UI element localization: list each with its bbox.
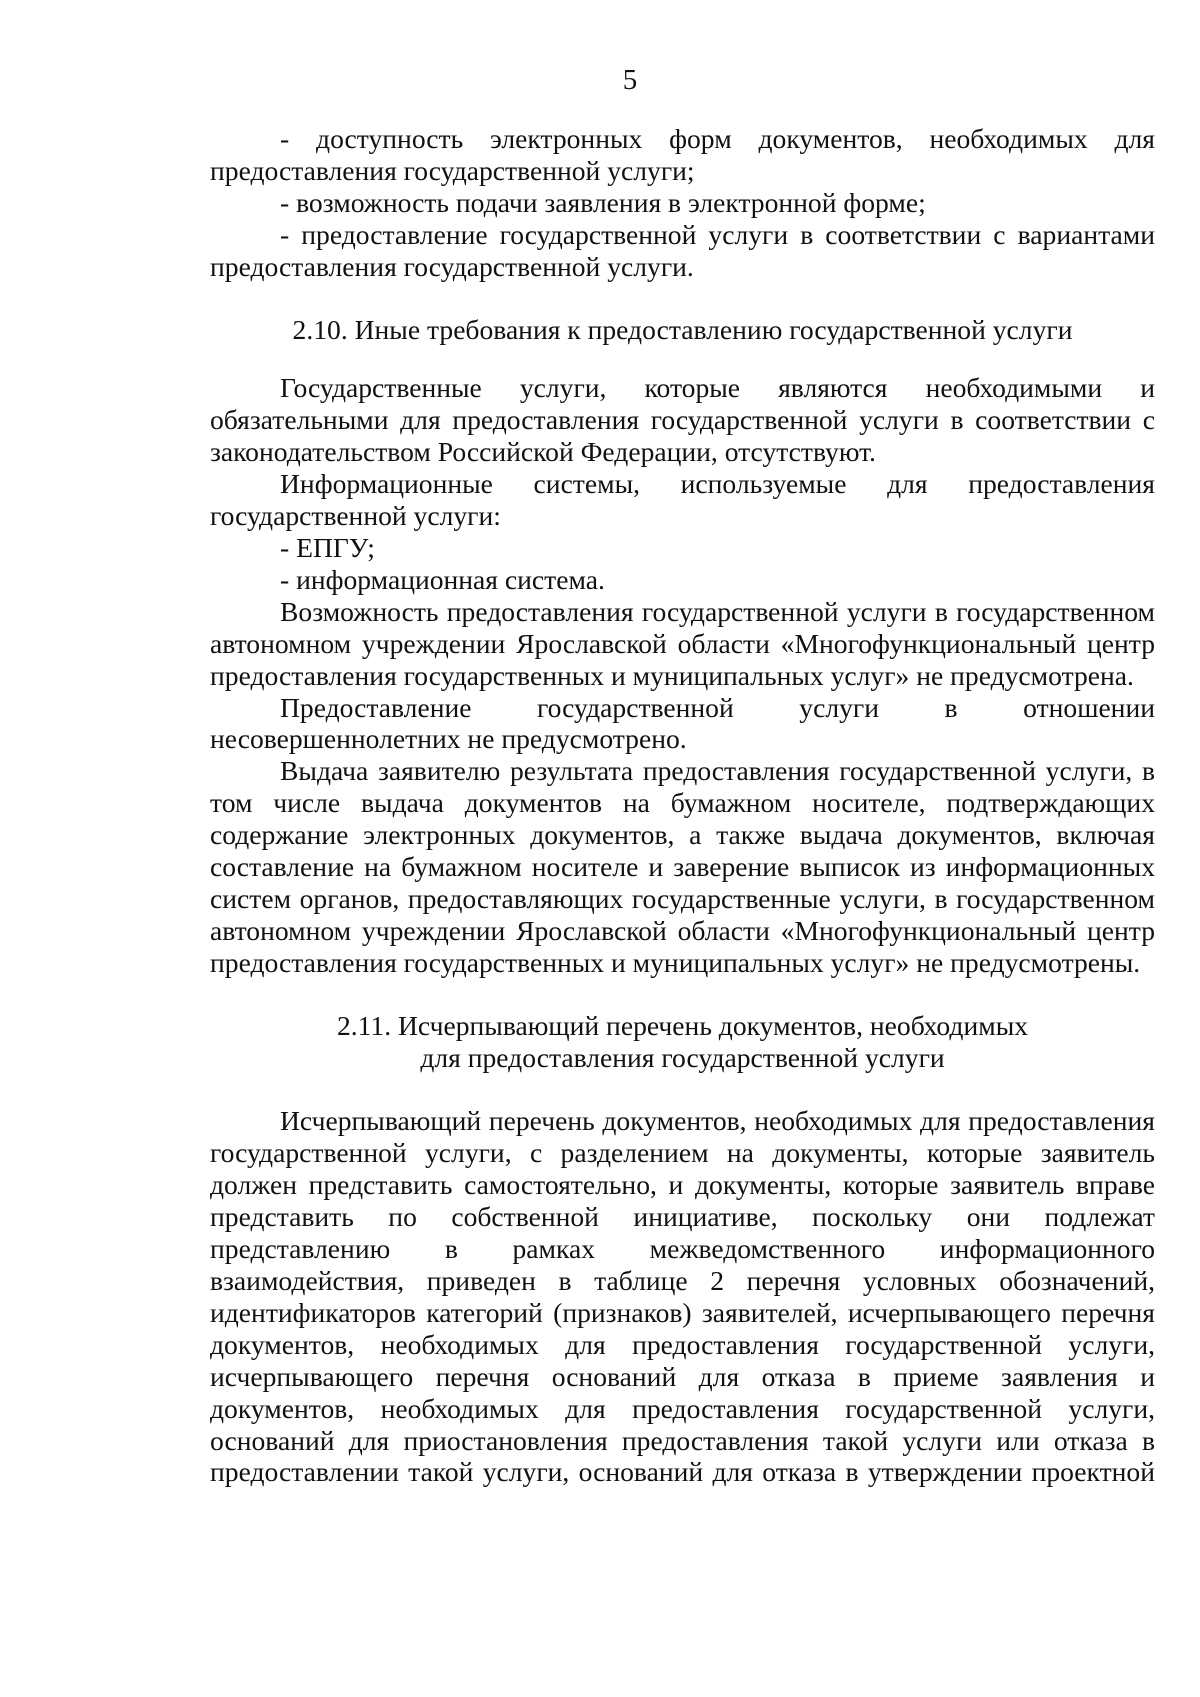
paragraph: Предоставление государственной услуги в отношении несовершеннолетних не предусмотрено.: [210, 691, 1155, 755]
section-heading-line: для предоставления государственной услуги: [420, 1041, 945, 1073]
section-heading-2-10: 2.10. Иные требования к предоставлению государственной услуги: [292, 313, 1073, 345]
list-item: - информационная система.: [280, 563, 605, 595]
paragraph: Исчерпывающий перечень документов, необходимых для предоставления государственной услуги, с разделением на документы, которые заявитель должен представить самостоятельно, и документы, которые заявитель вправе представить по собственной инициативе, поскольку они подлежат представлению в рамках межведомственного информационного взаимодействия, приведен в таблице 2 перечня условных обозначений, идентификаторов категорий (признаков) заявителей, исчерпывающего перечня документов, необходимых для предоставления государственной услуги, исчерпывающего перечня оснований для отказа в приеме заявления и документов, необходимых для предоставления государственной услуги, оснований для приостановления предоставления такой услуги или отказа в предоставлении такой услуги, оснований для отказа в утверждении проектной: [210, 1105, 1155, 1488]
paragraph: - предоставление государственной услуги в соответствии с вариантами предоставления государственной услуги.: [210, 218, 1155, 282]
paragraph: Информационные системы, используемые для предоставления государственной услуги:: [210, 468, 1155, 532]
document-body: [210, 123, 1155, 1488]
paragraph: Возможность предоставления государственной услуги в государственном автономном учреждении Ярославской области «Многофункциональный центр предоставления государственных и муниципальных услуг» не предусмотрена.: [210, 595, 1155, 691]
paragraph: Выдача заявителю результата предоставления государственной услуги, в том числе выдача документов на бумажном носителе, подтверждающих содержание электронных документов, а также выдача документов, включая составление на бумажном носителе и заверение выписок из информационных систем органов, предоставляющих государственные услуги, в государственном автономном учреждении Ярославской области «Многофункциональный центр предоставления государственных и муниципальных услуг» не предусмотрены.: [210, 755, 1155, 978]
list-item: - ЕПГУ;: [280, 531, 375, 563]
section-heading-2-11: [210, 1010, 1155, 1074]
page-number: 5: [622, 64, 638, 96]
section-heading-line: 2.11. Исчерпывающий перечень документов, необходимых: [336, 1009, 1029, 1041]
paragraph: - доступность электронных форм документов, необходимых для предоставления государственной услуги;: [210, 123, 1155, 186]
paragraph: Государственные услуги, которые являются необходимыми и обязательными для предоставления государственной услуги в соответствии с законодательством Российской Федерации, отсутствуют.: [210, 372, 1155, 468]
paragraph: - возможность подачи заявления в электронной форме;: [280, 186, 926, 218]
